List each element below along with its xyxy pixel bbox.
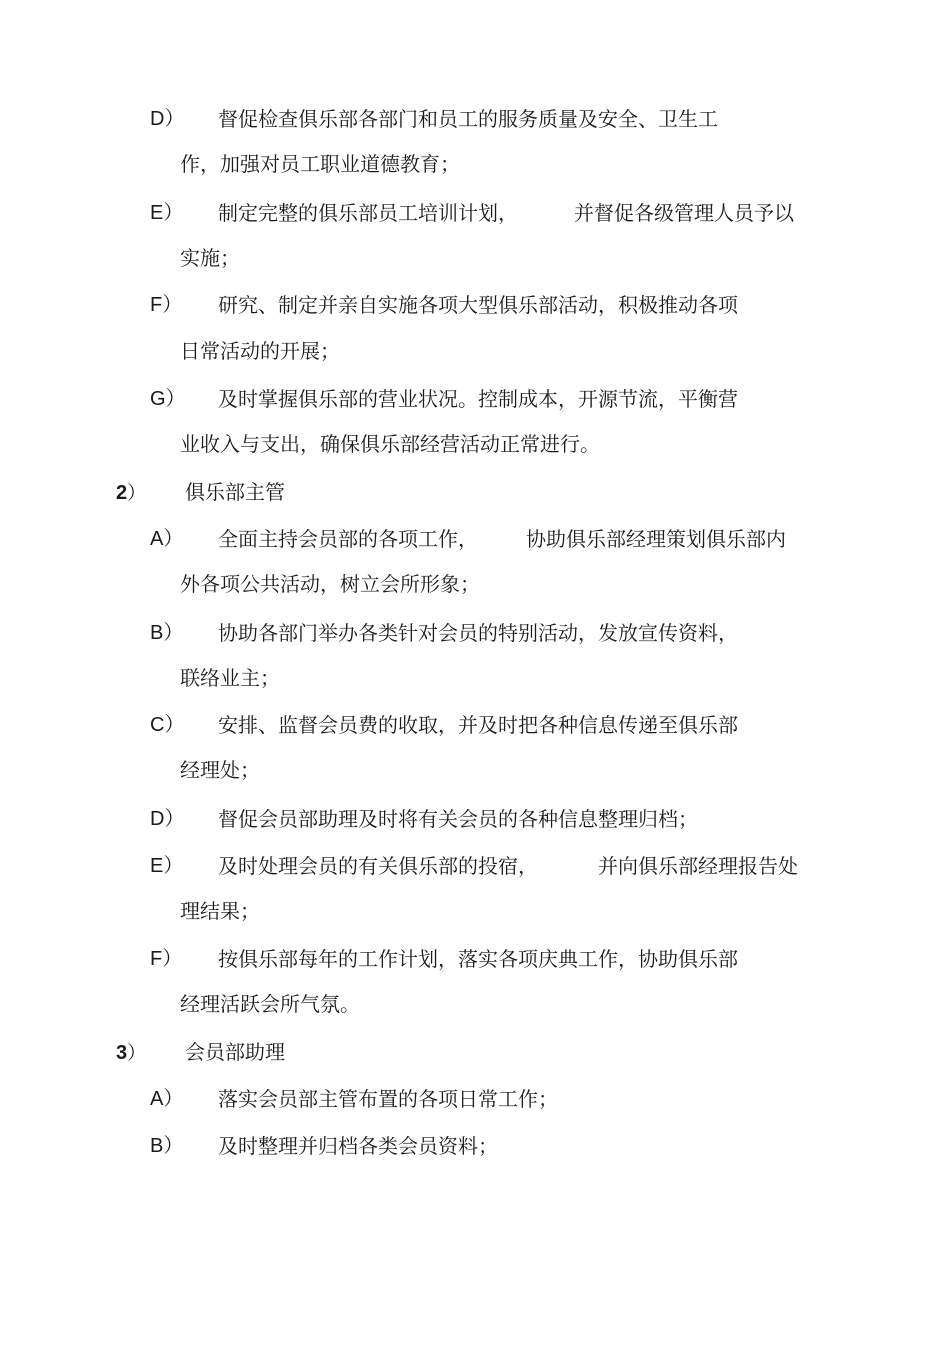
section-number: 3: [116, 1042, 128, 1064]
item-text: 并督促各级管理人员予以: [574, 201, 794, 225]
item-text-continued: 联络业主；: [180, 666, 280, 690]
item-text-continued: 日常活动的开展；: [180, 339, 340, 363]
section-title: 俱乐部主管: [185, 480, 285, 504]
item-text-continued: 理结果；: [180, 899, 260, 923]
item-marker: E）: [150, 855, 184, 877]
item-marker: C）: [150, 714, 185, 736]
section-heading-3: [116, 1039, 146, 1067]
item-marker: A）: [150, 528, 184, 550]
item-marker: A）: [150, 1088, 184, 1110]
item-text: 协助俱乐部经理策划俱乐部内: [526, 527, 786, 551]
section-heading-2: [116, 479, 146, 507]
item-text: 全面主持会员部的各项工作，: [218, 527, 478, 551]
item-text: 按俱乐部每年的工作计划，落实各项庆典工作，协助俱乐部: [218, 947, 738, 971]
item-text: 协助各部门举办各类针对会员的特别活动，发放宣传资料，: [218, 621, 738, 645]
item-marker: B）: [150, 1135, 184, 1157]
item-text: 及时处理会员的有关俱乐部的投宿，: [218, 854, 538, 878]
item-text: 制定完整的俱乐部员工培训计划，: [218, 201, 518, 225]
item-marker: B）: [150, 622, 184, 644]
item-marker: D）: [150, 808, 185, 830]
item-marker: E）: [150, 202, 184, 224]
item-text-continued: 实施；: [180, 246, 240, 270]
item-text-continued: 经理活跃会所气氛。: [180, 992, 360, 1016]
item-text-continued: 外各项公共活动，树立会所形象；: [180, 572, 480, 596]
section-number-paren: ）: [127, 1043, 147, 1064]
section-number: 2: [116, 482, 128, 504]
item-text-continued: 经理处；: [180, 758, 260, 782]
item-text: 落实会员部主管布置的各项日常工作；: [218, 1087, 558, 1111]
item-text: 及时掌握俱乐部的营业状况。控制成本，开源节流，平衡营: [218, 387, 738, 411]
item-text: 督促检查俱乐部各部门和员工的服务质量及安全、卫生工: [218, 107, 718, 131]
item-marker: F）: [150, 294, 183, 316]
item-marker: D）: [150, 108, 185, 130]
item-marker: G）: [150, 388, 186, 410]
section-title: 会员部助理: [185, 1040, 285, 1064]
item-text-continued: 业收入与支出，确保俱乐部经营活动正常进行。: [180, 432, 600, 456]
item-text: 安排、监督会员费的收取，并及时把各种信息传递至俱乐部: [218, 713, 738, 737]
item-marker: F）: [150, 948, 183, 970]
item-text: 并向俱乐部经理报告处: [598, 854, 798, 878]
section-number-paren: ）: [127, 483, 147, 504]
item-text-continued: 作，加强对员工职业道德教育；: [180, 152, 460, 176]
item-text: 及时整理并归档各类会员资料；: [218, 1134, 498, 1158]
item-text: 督促会员部助理及时将有关会员的各种信息整理归档；: [218, 807, 698, 831]
item-text: 研究、制定并亲自实施各项大型俱乐部活动，积极推动各项: [218, 293, 738, 317]
